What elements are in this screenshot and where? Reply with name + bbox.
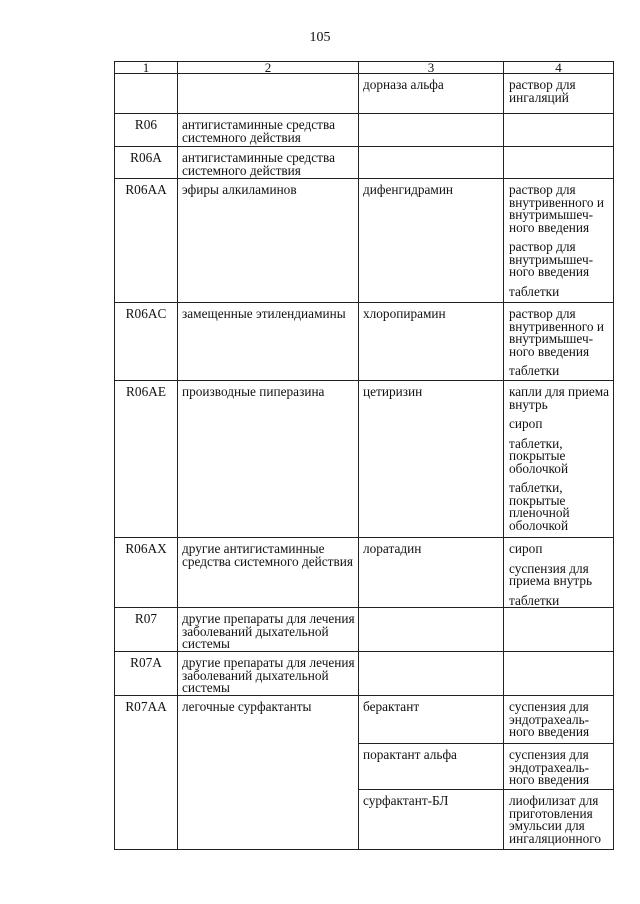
header-row <box>115 62 614 74</box>
drug-name-cell <box>359 74 504 114</box>
dosage-forms-cell <box>504 381 614 538</box>
column-header: 3 <box>359 62 504 74</box>
atc-code: R06AE <box>126 384 166 399</box>
table-row <box>115 538 614 608</box>
atc-code <box>115 76 177 79</box>
table-row <box>115 652 614 696</box>
dosage-form: таблетки <box>509 283 560 299</box>
group-name: производные пиперазина <box>182 384 325 399</box>
atc-code: R07AA <box>125 699 167 714</box>
dosage-form: таблетки <box>509 592 560 608</box>
group-name: эфиры алкиламинов <box>182 182 297 197</box>
dosage-form: таблетки <box>509 363 560 378</box>
atc-code: R06 <box>134 117 158 132</box>
drug-name: сурфактант-БЛ <box>363 793 449 808</box>
dosage-form: сироп <box>509 541 543 556</box>
dosage-forms-cell <box>504 303 614 381</box>
atc-code-cell <box>115 652 178 696</box>
dosage-forms-cell <box>504 790 614 850</box>
drug-name-cell <box>359 652 504 696</box>
dosage-form: капли для приема внутрь <box>509 384 610 412</box>
atc-code-cell <box>115 608 178 652</box>
atc-code-cell <box>115 696 178 850</box>
drug-name: лоратадин <box>363 541 422 556</box>
drug-name-cell <box>359 790 504 850</box>
group-name: другие препараты для лечения заболеваний дыхательной системы <box>182 655 355 695</box>
drug-name: дифенгидрамин <box>363 182 454 197</box>
group-name-cell <box>178 696 359 850</box>
table-row <box>115 381 614 538</box>
group-name-cell <box>178 303 359 381</box>
atc-code: R07 <box>134 611 158 626</box>
table-row <box>115 696 614 744</box>
drug-name-cell <box>359 147 504 179</box>
group-name-cell <box>178 652 359 696</box>
page-number: 105 <box>309 30 331 45</box>
group-name: другие антигистаминные средства системного действия <box>182 541 353 569</box>
group-name: легочные сурфактанты <box>182 699 312 714</box>
atc-code-cell <box>115 147 178 179</box>
atc-code: R07A <box>130 655 162 670</box>
atc-code: R06A <box>130 150 162 165</box>
group-name-cell <box>178 538 359 608</box>
drug-name: порактант альфа <box>363 747 457 762</box>
group-name-cell <box>178 179 359 303</box>
table-row <box>115 74 614 114</box>
table-row <box>115 608 614 652</box>
dosage-forms-cell <box>504 74 614 114</box>
dosage-forms-cell <box>504 538 614 608</box>
atc-code: R06AX <box>125 541 167 556</box>
dosage-forms-cell <box>504 744 614 790</box>
dosage-forms-cell <box>504 696 614 744</box>
atc-code-cell <box>115 381 178 538</box>
dosage-form: раствор для внутривенного и внутримышеч-ного введения <box>509 182 604 235</box>
dosage-form: суспензия для приема внутрь <box>509 560 593 588</box>
atc-code-cell <box>115 303 178 381</box>
drug-name: берактант <box>363 699 420 714</box>
dosage-form: суспензия для эндотрахеаль-ного введения <box>509 699 590 739</box>
drug-name-cell <box>359 744 504 790</box>
atc-code-cell <box>115 538 178 608</box>
atc-code: R06AC <box>125 306 167 321</box>
group-name-cell <box>178 147 359 179</box>
group-name-cell <box>178 381 359 538</box>
atc-code-cell <box>115 179 178 303</box>
table-row <box>115 179 614 303</box>
atc-code-cell <box>115 114 178 147</box>
drug-name: хлоропирамин <box>363 306 446 321</box>
table-row <box>115 147 614 179</box>
column-header: 1 <box>115 62 178 74</box>
dosage-form: таблетки, покрытые пленочной оболочкой <box>509 480 570 533</box>
group-name-cell <box>178 608 359 652</box>
dosage-forms-cell <box>504 179 614 303</box>
dosage-forms-cell <box>504 608 614 652</box>
drug-name-cell <box>359 114 504 147</box>
drug-name: дорназа альфа <box>363 77 444 92</box>
drug-name-cell <box>359 303 504 381</box>
group-name: антигистаминные средства системного действия <box>182 150 335 178</box>
table-row <box>115 114 614 147</box>
drug-table <box>114 61 614 850</box>
atc-code: R06AA <box>125 182 167 197</box>
dosage-form: раствор для внутримышеч-ного введения <box>509 239 594 279</box>
column-header: 4 <box>504 62 614 74</box>
drug-name-cell <box>359 538 504 608</box>
dosage-forms-cell <box>504 147 614 179</box>
dosage-form: лиофилизат для приготовления эмульсии для ингаляционного <box>509 793 601 846</box>
drug-name-cell <box>359 696 504 744</box>
drug-name-cell <box>359 381 504 538</box>
group-name: замещенные этилендиамины <box>182 306 346 321</box>
drug-name-cell <box>359 179 504 303</box>
dosage-form: таблетки, покрытые оболочкой <box>509 435 569 476</box>
dosage-form: суспензия для эндотрахеаль-ного введения <box>509 747 590 787</box>
dosage-forms-cell <box>504 114 614 147</box>
column-header: 2 <box>178 62 359 74</box>
drug-name-cell <box>359 608 504 652</box>
group-name-cell <box>178 114 359 147</box>
table-row <box>115 303 614 381</box>
group-name: антигистаминные средства системного действия <box>182 117 335 145</box>
dosage-form: раствор для ингаляций <box>509 77 576 105</box>
dosage-form: раствор для внутривенного и внутримышеч-ного введения <box>509 306 604 359</box>
dosage-forms-cell <box>504 652 614 696</box>
dosage-form: сироп <box>509 416 543 431</box>
atc-code-cell <box>115 74 178 114</box>
group-name: другие препараты для лечения заболеваний дыхательной системы <box>182 611 355 651</box>
group-name-cell <box>178 74 359 114</box>
drug-name: цетиризин <box>363 384 423 399</box>
